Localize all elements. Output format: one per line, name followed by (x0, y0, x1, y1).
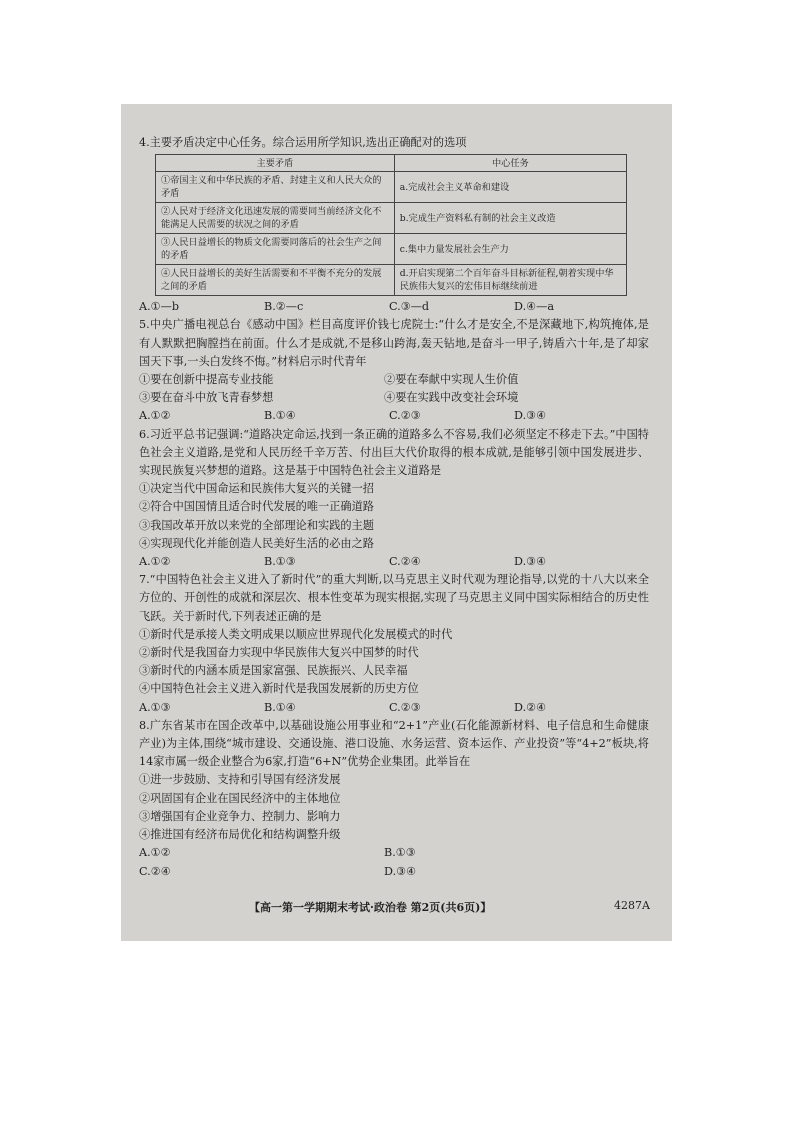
table-cell: ③人民日益增长的物质文化需要同落后的社会生产之间的矛盾 (156, 234, 395, 265)
statement: ②要在奉献中实现人生价值 (384, 373, 519, 387)
answer-option: D.④—a (514, 300, 555, 314)
answer-option: C.②③ (389, 700, 421, 714)
footer-title: 【高一第一学期期末考试·政治卷 第2页(共6页)】 (249, 901, 492, 914)
question-stem: 6.习近平总书记强调:“道路决定命运,找到一条正确的道路多么不容易,我们必须坚定不移走下去。”中国特色社会主义道路,是党和人民历经千辛万苦、付出巨大代价取得的根本成就,是能够引领中国发展进步、实现民族复兴梦想的道路。这是基于中国特色社会主义道路是 (139, 427, 649, 478)
question-stem: 4.主要矛盾决定中心任务。综合运用所学知识,选出正确配对的选项 (139, 136, 467, 149)
answer-option: B.①③ (264, 555, 296, 569)
answer-option: C.②④ (389, 555, 421, 569)
answer-option: A.①② (139, 409, 171, 423)
statement: ④推进国有经济布局优化和结构调整升级 (139, 828, 341, 842)
question-stem: 7.“中国特色社会主义进入了新时代”的重大判断,以马克思主义时代观为理论指导,以党的十八大以来全方位的、开创性的成就和深层次、根本性变革为现实根据,实现了马克思主义同中国实际相结合的历史性飞跃。关于新时代,下列表述正确的是 (139, 573, 649, 623)
statement: ③新时代的内涵本质是国家富强、民族振兴、人民幸福 (139, 664, 408, 678)
answer-options (139, 298, 649, 316)
answer-option: B.①③ (384, 846, 416, 860)
statement: ②巩固国有企业在国民经济中的主体地位 (139, 791, 341, 805)
answer-option: D.③④ (514, 555, 547, 569)
statement: ①要在创新中提高专业技能 (139, 373, 274, 387)
answer-option: A.①③ (139, 700, 171, 714)
statement: ③要在奋斗中放飞青春梦想 (139, 391, 274, 405)
table-cell: ②人民对于经济文化迅速发展的需要同当前经济文化不能满足人民需要的状况之间的矛盾 (156, 203, 395, 234)
statement: ②符合中国国情且适合时代发展的唯一正确道路 (139, 500, 374, 514)
statement: ③我国改革开放以来党的全部理论和实践的主题 (139, 518, 374, 532)
question-8 (139, 717, 649, 881)
question-4 (139, 134, 649, 316)
exam-page-photo (121, 104, 672, 941)
statement: ②新时代是我国奋力实现中华民族伟大复兴中国梦的时代 (139, 646, 419, 660)
statement: ③增强国有企业竞争力、控制力、影响力 (139, 809, 341, 823)
statement: ④要在实践中改变社会环境 (384, 391, 519, 405)
answer-option: A.①② (139, 846, 171, 860)
table-row (156, 265, 627, 296)
question-6 (139, 426, 649, 572)
answer-option: D.②④ (514, 700, 547, 714)
table-header: 主要矛盾 (156, 155, 395, 172)
table-cell: b.完成生产资料私有制的社会主义改造 (394, 203, 626, 234)
exam-content (139, 134, 649, 881)
statement: ①进一步鼓励、支持和引导国有经济发展 (139, 773, 341, 787)
answer-option: A.①—b (139, 300, 180, 314)
answer-option: A.①② (139, 555, 171, 569)
table-row (156, 234, 627, 265)
table-cell: c.集中力量发展社会生产力 (394, 234, 626, 265)
answer-option: C.②③ (389, 409, 421, 423)
statement: ④中国特色社会主义进入新时代是我国发展新的历史方位 (139, 682, 419, 696)
answer-options (139, 407, 649, 425)
table-row (156, 172, 627, 203)
table-cell: a.完成社会主义革命和建设 (394, 172, 626, 203)
answer-option: B.①④ (264, 409, 296, 423)
table-header-row (156, 155, 627, 172)
question-stem: 8.广东省某市在国企改革中,以基础设施公用事业和“2+1”产业(石化能源新材料、电子信息和生命健康产业)为主体,围绕“城市建设、交通设施、港口设施、水务运营、资本运作、产业投资”等“4+2”板块,将14家市属一级企业整合为6家,打造“6+N”优势企业集团。此举旨在 (139, 718, 649, 769)
answer-options (139, 553, 649, 571)
question-7 (139, 571, 649, 717)
table-cell: ①帝国主义和中华民族的矛盾、封建主义和人民大众的矛盾 (156, 172, 395, 203)
answer-option: C.③—d (389, 300, 430, 314)
table-row (156, 203, 627, 234)
statement: ①决定当代中国命运和民族伟大复兴的关键一招 (139, 482, 374, 496)
answer-option: D.③④ (514, 409, 547, 423)
statement: ①新时代是承接人类文明成果以顺应世界现代化发展模式的时代 (139, 627, 453, 641)
answer-option: B.②—c (264, 300, 304, 314)
question-stem: 5.中央广播电视总台《感动中国》栏目高度评价钱七虎院士:“什么才是安全,不是深藏地下,构筑掩体,是有人默默把胸膛挡在前面。什么才是成就,不是移山跨海,轰天钻地,是奋斗一甲子,铸盾六十年,是了却家国天下事,一头白发终不悔。”材料启示时代青年 (139, 318, 649, 368)
answer-option: D.③④ (384, 864, 417, 878)
table-cell: ④人民日益增长的美好生活需要和不平衡不充分的发展之间的矛盾 (156, 265, 395, 296)
statements (139, 371, 649, 407)
answer-option: B.①④ (264, 700, 296, 714)
answer-options (139, 844, 649, 880)
answer-option: C.②④ (139, 864, 171, 878)
statement: ④实现现代化并能创造人民美好生活的必由之路 (139, 536, 374, 550)
answer-options (139, 699, 649, 717)
question-5 (139, 316, 649, 425)
table-header: 中心任务 (394, 155, 626, 172)
contradiction-table (155, 154, 627, 296)
table-cell: d.开启实现第二个百年奋斗目标新征程,朝着实现中华民族伟大复兴的宏伟目标继续前进 (394, 265, 626, 296)
exam-code: 4287A (614, 899, 650, 912)
